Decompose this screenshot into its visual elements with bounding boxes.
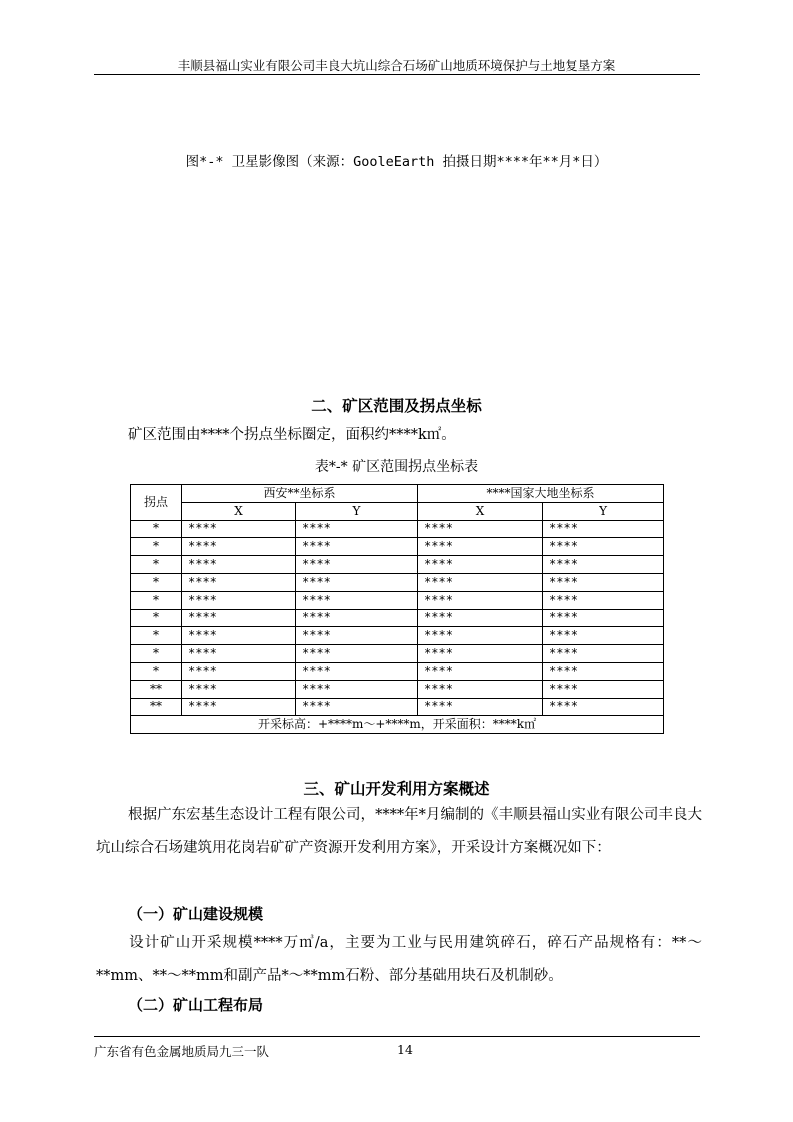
subheading-scale: （一）矿山建设规模 bbox=[128, 905, 264, 923]
cgcs-x-cell: **** bbox=[418, 520, 543, 538]
table-row bbox=[131, 645, 664, 663]
header-title: 丰顺县福山实业有限公司丰良大坑山综合石场矿山地质环境保护与土地复垦方案 bbox=[177, 58, 616, 73]
table-row bbox=[131, 538, 664, 556]
xian-x-cell: **** bbox=[182, 556, 296, 574]
table-row bbox=[131, 627, 664, 645]
overview-paragraph-text: 根据广东宏基生态设计工程有限公司，****年*月编制的《丰顺县福山实业有限公司丰良大坑山综合石场建筑用花岗岩矿矿产资源开发利用方案》，开采设计方案概况如下： bbox=[96, 807, 702, 856]
xian-y-cell: **** bbox=[296, 538, 418, 556]
footer-organization: 广东省有色金属地质局九三一队 bbox=[94, 1044, 270, 1059]
table-row bbox=[131, 556, 664, 574]
point-cell: * bbox=[131, 556, 182, 574]
cgcs-x-cell: **** bbox=[418, 609, 543, 627]
cgcs-x-cell: **** bbox=[418, 645, 543, 663]
cgcs-y-cell: **** bbox=[543, 645, 664, 663]
cgcs-y-cell: **** bbox=[543, 662, 664, 680]
xian-x-cell: **** bbox=[182, 662, 296, 680]
point-cell: ** bbox=[131, 680, 182, 698]
xian-y-cell: **** bbox=[296, 680, 418, 698]
cgcs-y-cell: **** bbox=[543, 680, 664, 698]
scale-paragraph bbox=[96, 927, 702, 993]
xian-x-cell: **** bbox=[182, 520, 296, 538]
mining-area-intro bbox=[96, 419, 702, 452]
point-cell: * bbox=[131, 645, 182, 663]
overview-paragraph bbox=[96, 799, 702, 865]
mining-area-intro-text: 矿区范围由****个拐点坐标圈定，面积约****k㎡。 bbox=[128, 427, 456, 443]
table-row bbox=[131, 573, 664, 591]
header-divider bbox=[94, 74, 700, 75]
section-heading-overview: 三、矿山开发利用方案概述 bbox=[303, 780, 490, 798]
cgcs-y-cell: **** bbox=[543, 627, 664, 645]
xian-x-cell: **** bbox=[182, 698, 296, 716]
coordinate-table bbox=[130, 484, 664, 734]
cgcs-x-cell: **** bbox=[418, 591, 543, 609]
xian-y-cell: **** bbox=[296, 662, 418, 680]
cgcs-y-cell: **** bbox=[543, 520, 664, 538]
xian-y-cell: **** bbox=[296, 698, 418, 716]
xian-x-cell: **** bbox=[182, 538, 296, 556]
cgcs-y-cell: **** bbox=[543, 591, 664, 609]
subheading-layout: （二）矿山工程布局 bbox=[128, 996, 264, 1014]
xian-y-cell: **** bbox=[296, 573, 418, 591]
col-header-y: Y bbox=[296, 502, 418, 520]
cgcs-x-cell: **** bbox=[418, 573, 543, 591]
table-row bbox=[131, 698, 664, 716]
point-cell: * bbox=[131, 538, 182, 556]
col-group-xian: 西安**坐标系 bbox=[182, 485, 418, 503]
point-cell: ** bbox=[131, 698, 182, 716]
point-cell: * bbox=[131, 627, 182, 645]
point-cell: * bbox=[131, 609, 182, 627]
col-header-x: X bbox=[182, 502, 296, 520]
xian-x-cell: **** bbox=[182, 591, 296, 609]
xian-x-cell: **** bbox=[182, 609, 296, 627]
col-header-point: 拐点 bbox=[131, 485, 182, 521]
scale-paragraph-text: 设计矿山开采规模****万㎥/a，主要为工业与民用建筑碎石，碎石产品规格有：**～**mm、**～**mm和副产品*～**mm石粉、部分基础用块石及机制砂。 bbox=[96, 935, 702, 984]
cgcs-x-cell: **** bbox=[418, 662, 543, 680]
col-group-cgcs: ****国家大地坐标系 bbox=[418, 485, 664, 503]
cgcs-x-cell: **** bbox=[418, 538, 543, 556]
xian-y-cell: **** bbox=[296, 609, 418, 627]
cgcs-y-cell: **** bbox=[543, 573, 664, 591]
table-row bbox=[131, 680, 664, 698]
footer-divider bbox=[94, 1036, 700, 1037]
point-cell: * bbox=[131, 520, 182, 538]
table-row bbox=[131, 520, 664, 538]
cgcs-x-cell: **** bbox=[418, 627, 543, 645]
page-number: 14 bbox=[397, 1042, 413, 1057]
table-caption: 表*-* 矿区范围拐点坐标表 bbox=[314, 459, 479, 475]
cgcs-x-cell: **** bbox=[418, 680, 543, 698]
xian-x-cell: **** bbox=[182, 573, 296, 591]
col-header-y: Y bbox=[543, 502, 664, 520]
xian-y-cell: **** bbox=[296, 520, 418, 538]
xian-x-cell: **** bbox=[182, 680, 296, 698]
table-row bbox=[131, 609, 664, 627]
cgcs-y-cell: **** bbox=[543, 698, 664, 716]
cgcs-y-cell: **** bbox=[543, 609, 664, 627]
point-cell: * bbox=[131, 591, 182, 609]
cgcs-x-cell: **** bbox=[418, 556, 543, 574]
cgcs-x-cell: **** bbox=[418, 698, 543, 716]
col-header-x: X bbox=[418, 502, 543, 520]
cgcs-y-cell: **** bbox=[543, 556, 664, 574]
figure-caption: 图*-* 卫星影像图（来源：GooleEarth 拍摄日期****年**月*日） bbox=[185, 154, 608, 170]
xian-y-cell: **** bbox=[296, 627, 418, 645]
xian-x-cell: **** bbox=[182, 645, 296, 663]
cgcs-y-cell: **** bbox=[543, 538, 664, 556]
xian-x-cell: **** bbox=[182, 627, 296, 645]
table-row bbox=[131, 591, 664, 609]
xian-y-cell: **** bbox=[296, 591, 418, 609]
xian-y-cell: **** bbox=[296, 645, 418, 663]
table-footer-note: 开采标高：+****m～+****m，开采面积：****k㎡ bbox=[131, 716, 664, 734]
section-heading-mining-area: 二、矿区范围及拐点坐标 bbox=[311, 397, 482, 415]
point-cell: * bbox=[131, 662, 182, 680]
xian-y-cell: **** bbox=[296, 556, 418, 574]
point-cell: * bbox=[131, 573, 182, 591]
table-row bbox=[131, 662, 664, 680]
